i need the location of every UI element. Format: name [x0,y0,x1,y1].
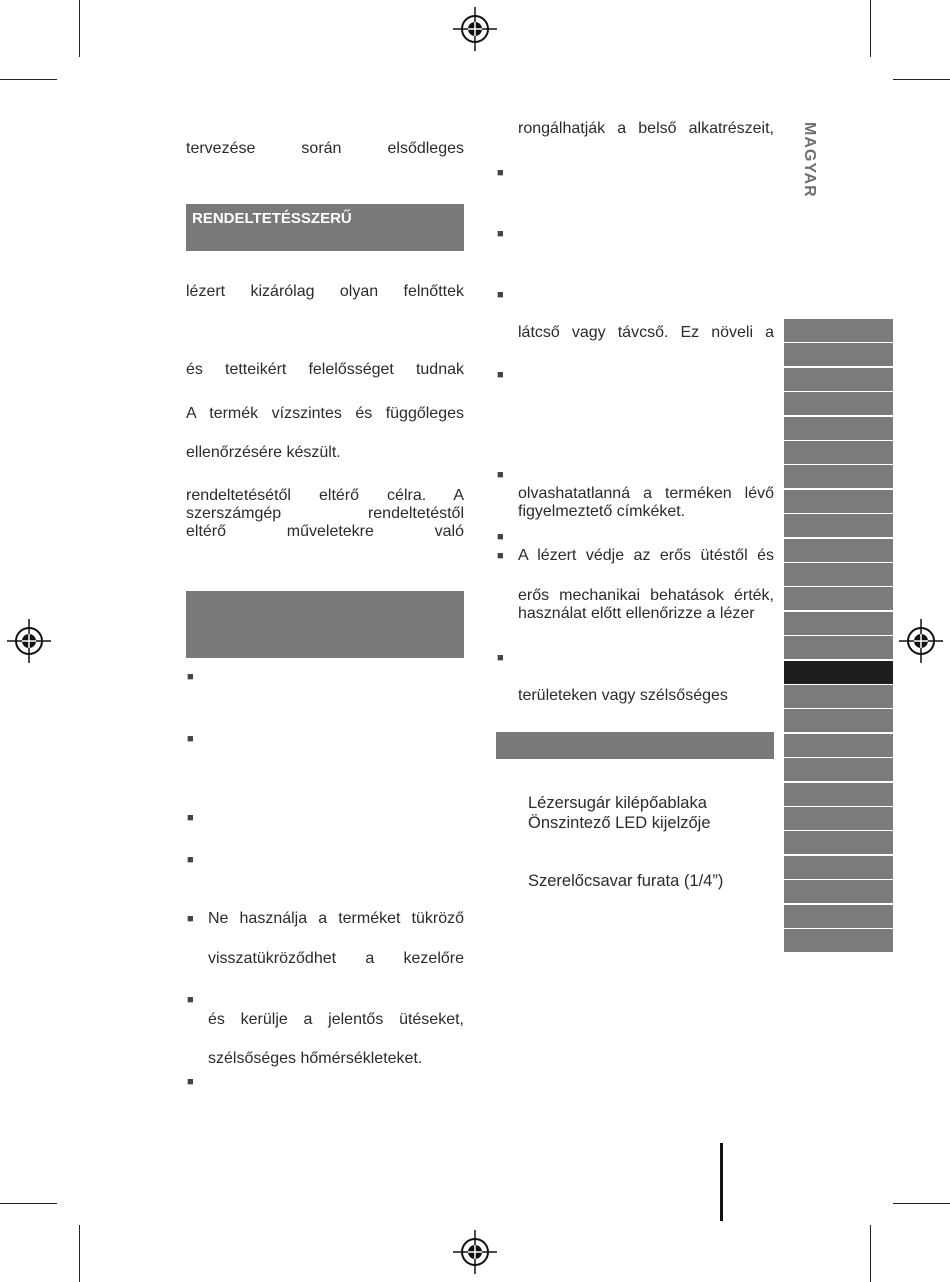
crop-mark [893,79,950,80]
language-tab [784,905,893,928]
language-tab [784,319,893,342]
bullet-text: Ne használja a terméket tükröző [208,910,464,927]
body-text: tervezése során elsődleges [186,140,464,157]
bullet-icon: ■ [497,228,504,240]
part-label: Lézersugár kilépőablaka [528,794,707,812]
language-tab [784,539,893,562]
section-heading-bar [496,732,774,759]
section-heading [186,204,464,251]
body-text: eltérő műveletekre való [186,523,464,540]
section-heading-text: RENDELTETÉSSZERŰ [192,210,352,227]
language-tab [784,441,893,464]
language-tab [784,758,893,781]
crop-mark [79,1225,80,1282]
bullet-icon: ■ [497,369,504,381]
body-text: rendeltetésétől eltérő célra. A [186,487,464,504]
bullet-icon: ■ [497,469,504,481]
bullet-text: A lézert védje az erős ütéstől és [518,547,774,564]
body-text: területeken vagy szélsőséges [518,687,728,704]
part-label: Szerelőcsavar furata (1/4”) [528,872,724,890]
language-tab [784,685,893,708]
crop-mark [870,1225,871,1282]
language-tab [784,392,893,415]
body-text: lézert kizárólag olyan felnőttek [186,283,464,300]
language-tab [784,465,893,488]
bullet-icon: ■ [497,531,504,543]
body-text: rongálhatják a belső alkatrészeit, [518,120,774,137]
body-text: figyelmeztető címkéket. [518,503,686,520]
language-tab [784,661,893,684]
registration-mark-icon [899,619,943,663]
bullet-icon: ■ [497,550,504,562]
body-text: szerszámgép rendeltetéstől [186,505,464,522]
language-tab [784,368,893,391]
bullet-icon: ■ [497,289,504,301]
body-text: és tetteikért felelősséget tudnak [186,361,464,378]
bullet-text: visszatükröződhet a kezelőre [208,950,464,967]
body-text: látcső vagy távcső. Ez növeli a [518,324,774,341]
bullet-icon: ■ [187,994,194,1006]
crop-mark [893,1203,950,1204]
language-tab [784,563,893,586]
crop-mark [0,1203,57,1204]
language-tab [784,343,893,366]
language-tab [784,807,893,830]
bullet-icon: ■ [187,913,194,925]
bullet-text: szélsőséges hőmérsékleteket. [208,1050,423,1067]
language-tab [784,831,893,854]
bullet-text: és kerülje a jelentős ütéseket, [208,1011,464,1028]
language-tab [784,783,893,806]
body-text: olvashatatlanná a terméken lévő [518,485,774,502]
body-text: erős mechanikai behatások érték, [518,587,774,604]
language-tab [784,587,893,610]
crop-mark [0,79,57,80]
page-edge-rule [720,1143,723,1221]
crop-mark [870,0,871,57]
bullet-icon: ■ [497,167,504,179]
language-tab [784,880,893,903]
registration-mark-icon [7,619,51,663]
section-heading-bar [186,591,464,658]
body-text: A termék vízszintes és függőleges [186,405,464,422]
language-tab [784,709,893,732]
language-tab [784,734,893,757]
bullet-icon: ■ [187,812,194,824]
body-text: használat előtt ellenőrizze a lézer [518,605,755,622]
language-tab [784,514,893,537]
bullet-icon: ■ [187,733,194,745]
language-tab [784,636,893,659]
registration-mark-icon [453,1230,497,1274]
part-label: Önszintező LED kijelzője [528,814,711,832]
crop-mark [79,0,80,57]
bullet-icon: ■ [187,1076,194,1088]
bullet-icon: ■ [187,671,194,683]
language-tab [784,612,893,635]
registration-mark-icon [453,7,497,51]
language-tab [784,490,893,513]
language-tab [784,929,893,952]
bullet-icon: ■ [187,854,194,866]
language-tab [784,856,893,879]
body-text: ellenőrzésére készült. [186,444,341,461]
language-label: MAGYAR [801,122,818,198]
language-tab [784,417,893,440]
bullet-icon: ■ [497,652,504,664]
